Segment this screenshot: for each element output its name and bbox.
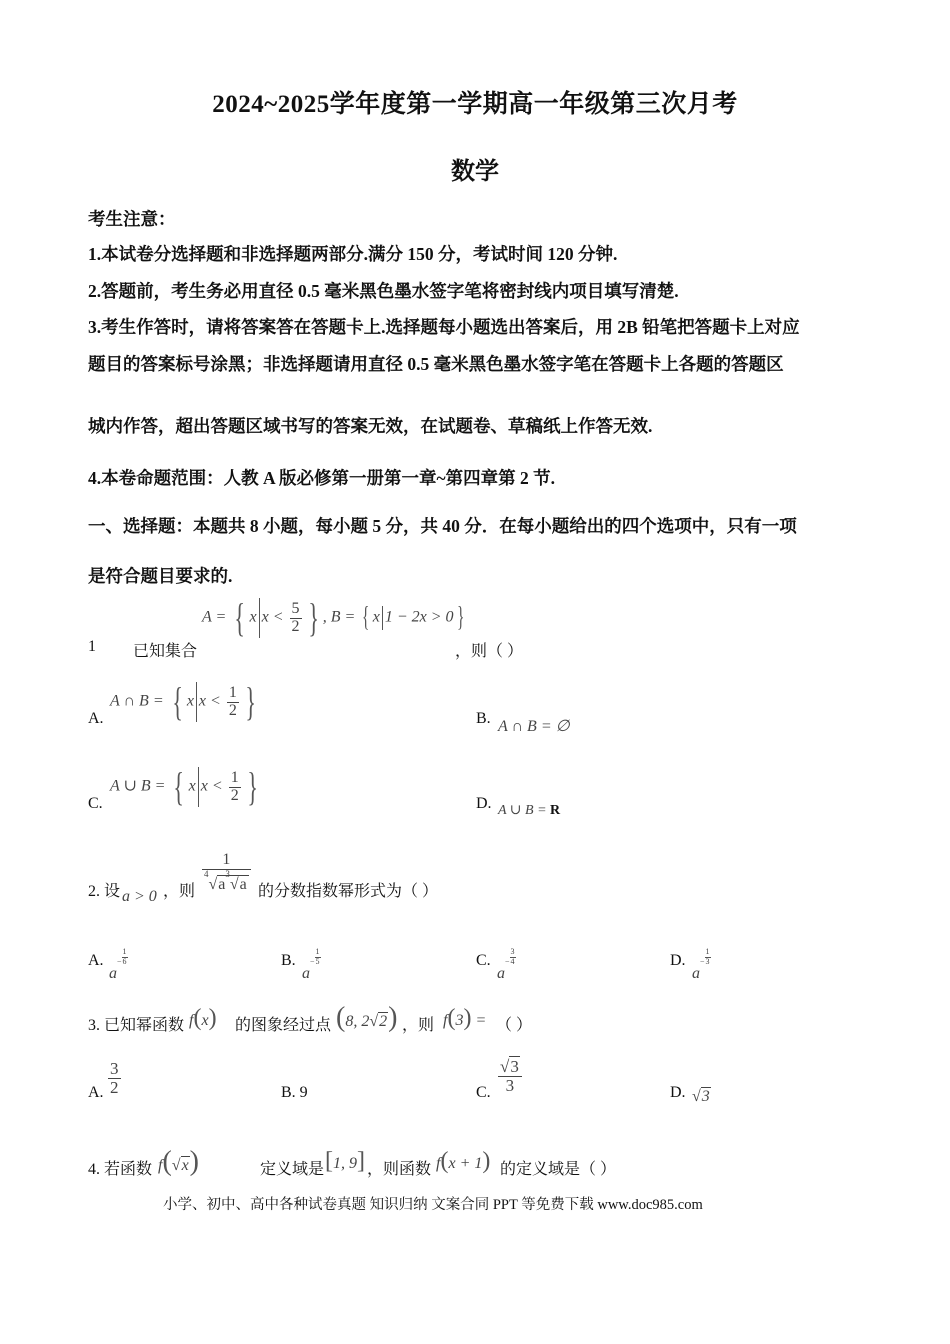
- notice-item-3-line-2: 题目的答案标号涂黑；非选择题请用直径 0.5 毫米黑色墨水签字笔在答题卡上各题的答题区: [88, 354, 784, 374]
- q3-option-a-label: A.: [88, 1084, 104, 1101]
- q3-suffix: （ ）: [496, 1017, 533, 1034]
- q1-set-formula: A = { x x < $\frac{5}{2}$ } , B = { x 1 − 2x > 0 }: [202, 595, 464, 640]
- exam-title: 2024~2025学年度第一学期高一年级第三次月考: [212, 91, 738, 118]
- q1-option-d-label: D.: [476, 795, 492, 812]
- notice-item-3-line-3: 城内作答，超出答题区域书写的答案无效，在试题卷、草稿纸上作答无效.: [88, 416, 653, 436]
- q2-option-a-label: A.: [88, 952, 104, 969]
- subject-title: 数学: [451, 159, 499, 185]
- q4-suffix: 的定义域是（ ）: [500, 1161, 617, 1178]
- q1-option-b-label: B.: [476, 710, 491, 727]
- notice-item-4: 4.本卷命题范围：人教 A 版必修第一册第一章~第四章第 2 节.: [88, 468, 556, 488]
- q3-stem-prefix: 3. 已知幂函数: [88, 1017, 185, 1034]
- q3-mid-1: 的图象经过点: [235, 1017, 332, 1034]
- q3-option-d-formula: √3: [692, 1088, 710, 1105]
- notice-heading: 考生注意：: [88, 209, 176, 229]
- q1-option-b-formula: A ∩ B = ∅: [498, 718, 570, 735]
- q2-suffix: 的分数指数幂形式为（ ）: [258, 883, 439, 900]
- q1-option-d-formula: A ∪ B = R: [498, 803, 561, 818]
- q2-radical-expression: $\frac{1}{^4√a^3√a}$: [200, 852, 253, 894]
- q3-option-b-label: B. 9: [281, 1084, 308, 1101]
- q2-option-c-label: C.: [476, 952, 491, 969]
- q1-number: 1: [88, 638, 96, 655]
- q1-option-c-label: C.: [88, 795, 103, 812]
- q2-option-d-formula: a− $\frac{1}{3}$: [692, 947, 710, 982]
- q2-option-b-label: B.: [281, 952, 296, 969]
- q2-condition: a > 0: [122, 888, 157, 905]
- q2-option-d-label: D.: [670, 952, 686, 969]
- section-heading-line-1: 一、选择题：本题共 8 小题，每小题 5 分，共 40 分．在每小题给出的四个选项中，只有一项: [88, 516, 797, 536]
- footer-text: 小学、初中、高中各种试卷真题 知识归纳 文案合同 PPT 等免费下载 www.doc985.com: [163, 1197, 703, 1213]
- q1-option-c-formula: A ∪ B = { x x < $\frac{1}{2}$ }: [110, 764, 258, 809]
- q2-stem-prefix: 2. 设: [88, 883, 121, 900]
- q2-mid: ，则: [163, 883, 196, 900]
- q1-stem: 已知集合: [133, 643, 198, 660]
- q3-option-a-formula: $\frac{3}{2}$: [110, 1059, 119, 1097]
- q3-option-c-formula: $\frac{√3}{3}$: [496, 1058, 524, 1095]
- q4-domain: [1, 9]: [325, 1148, 365, 1174]
- q3-target: f(3) =: [443, 1005, 487, 1031]
- q1-option-a-formula: A ∩ B = { x x < $\frac{1}{2}$ }: [110, 679, 256, 724]
- q3-mid-2: ，则: [402, 1017, 435, 1034]
- q2-option-c-formula: a− $\frac{3}{4}$: [497, 947, 515, 982]
- q3-option-c-label: C.: [476, 1084, 491, 1101]
- q3-option-d-label: D.: [670, 1084, 686, 1101]
- q4-stem-prefix: 4. 若函数: [88, 1161, 153, 1178]
- q4-mid-2: ，则函数: [367, 1161, 432, 1178]
- q2-option-b-formula: a− $\frac{1}{5}$: [302, 947, 320, 982]
- section-heading-line-2: 是符合题目要求的.: [88, 566, 233, 586]
- q1-tail: ，则（ ）: [455, 643, 524, 660]
- q4-mid-1: 定义域是: [260, 1161, 325, 1178]
- notice-item-3-line-1: 3.考生作答时，请将答案答在答题卡上.选择题每小题选出答案后，用 2B 铅笔把答题卡上对应: [88, 317, 800, 337]
- q3-function: f(x): [189, 1005, 217, 1031]
- notice-item-2: 2.答题前，考生务必用直径 0.5 毫米黑色墨水签字笔将密封线内项目填写清楚.: [88, 281, 679, 301]
- q4-function: f(√x): [158, 1146, 199, 1177]
- q1-option-a-label: A.: [88, 710, 104, 727]
- q2-option-a-formula: a− $\frac{1}{6}$: [109, 947, 127, 982]
- notice-item-1: 1.本试卷分选择题和非选择题两部分.满分 150 分，考试时间 120 分钟.: [88, 244, 618, 264]
- q3-point: (8, 2√2): [336, 1002, 398, 1033]
- q4-target-function: f(x + 1): [436, 1148, 491, 1174]
